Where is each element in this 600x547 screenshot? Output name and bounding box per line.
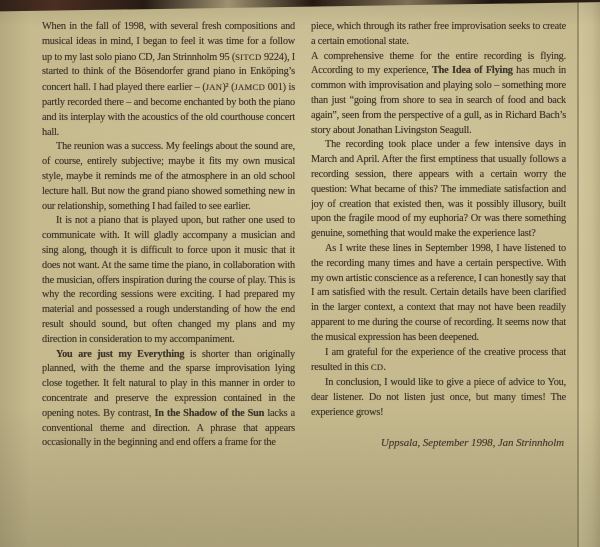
text-segment: In the Shadow of the Sun bbox=[154, 407, 265, 419]
photo-top-edge bbox=[0, 0, 600, 12]
text-segment: The reunion was a success. My feelings about the sound are, of course, entirely subjective; maybe it fits my own musical style, maybe it reminds me of the atmosphere in an old school lecture hall. But now the grand piano showed something new in our relationship, something I had failed to see earlier. bbox=[42, 141, 295, 212]
paragraph bbox=[311, 20, 566, 50]
text-segment: lacks a conventional theme and direction. A phrase that appears occasionally in the beginning and end offers a frame for the bbox=[42, 407, 295, 449]
text-segment: has much in common with improvisation and playing solo – something more than just “going from shore to sea in search of food and back again”, seen from the perspective of a gull, as in Richard Bach’s story about Jonathan Livingston Seagull. bbox=[311, 65, 566, 136]
paragraph bbox=[311, 138, 566, 242]
text-segment: piece, which through its rather free improvisation seeks to create a certain emotional state. bbox=[311, 21, 566, 47]
text-segment: CD bbox=[370, 362, 384, 373]
text-segment: JAN bbox=[205, 82, 223, 93]
text-column-right bbox=[311, 20, 566, 537]
text-segment: is shorter than originally planned, with the theme and the sparse improvisation lying close together. It felt natural to play in this manner in order to concentrate and preserve the expression contained in the opening notes. By contrast, bbox=[42, 348, 295, 419]
paragraph bbox=[311, 376, 566, 420]
text-segment: 001) is partly recorded there – and become enchanted by both the piano and its interplay with the acoustics of the old courthouse concert hall. bbox=[42, 82, 295, 138]
text-segment: When in the fall of 1998, with several fresh compositions and musical ideas in mind, I began to feel it was time for a follow up to my last solo piano CD, Jan Strinnholm 95 ( bbox=[42, 21, 295, 63]
text-segment: I am grateful for the experience of the creative process that resulted in this bbox=[311, 346, 566, 374]
text-segment: As I write these lines in September 1998, I have listened to the recording many times and have a certain perspective. With my own artistic conscience as a reference, I can honestly say that I am satisfied with the result. Certain details have been clarified in the larger context, a context that may not have been readily apparent to me during the course of recording. It seems now that the musical expression has been deepened. bbox=[311, 242, 566, 343]
paragraph bbox=[311, 346, 566, 377]
text-segment: 9224), I started to think of the Bösendorfer grand piano in Enköping’s concert hall. I had played there earlier – ( bbox=[42, 51, 295, 94]
booklet-text-area bbox=[42, 20, 566, 537]
signature-line: Uppsala, September 1998, Jan Strinnholm bbox=[380, 436, 564, 449]
column-paragraphs bbox=[311, 20, 566, 421]
text-segment: . bbox=[383, 362, 386, 374]
paragraph bbox=[311, 50, 566, 139]
paragraph bbox=[42, 20, 295, 140]
text-segment: In conclusion, I would like to give a piece of advice to You, dear listener. Do not listen just once, but many times! The experience grows! bbox=[311, 377, 566, 418]
text-segment: JAMCD bbox=[234, 82, 266, 93]
text-segment: A comprehensive theme for the entire recording is flying. According to my experience, bbox=[311, 50, 566, 77]
text-segment: SITCD bbox=[235, 51, 262, 62]
paragraph bbox=[42, 348, 295, 452]
text-segment: )² ( bbox=[222, 82, 235, 94]
page-crease bbox=[577, 0, 579, 547]
paragraph bbox=[42, 140, 295, 214]
paragraph bbox=[311, 242, 566, 346]
text-segment: The recording took place under a few intensive days in March and April. After the first emptiness that usually follows a recording session, there appears with a certain worry the question: What became of this? The immediate satisfaction and joy of creation that existed then, was it possibly illusory, built upon the fragile mood of my euphoria? Or was there something genuine, something that would make the experience last? bbox=[311, 139, 566, 240]
text-column-left bbox=[42, 20, 295, 537]
text-segment: The Idea of Flying bbox=[431, 65, 513, 77]
page-edge-strip bbox=[579, 0, 600, 547]
text-segment: It is not a piano that is played upon, but rather one used to communicate with. It will gladly accompany a musician and sing along, though it is difficult to force upon it music that it does not want. At the same time the piano, in collaboration with the musician, offers inspiration during the course of play. This is why the recording sessions were exciting. I had prepared my material and possessed a rough understanding of how the end result should sound, but often changed my plans and my direction in consideration to my accompaniment. bbox=[42, 215, 295, 345]
paragraph bbox=[42, 214, 295, 347]
text-segment: You are just my Everything bbox=[56, 348, 185, 360]
